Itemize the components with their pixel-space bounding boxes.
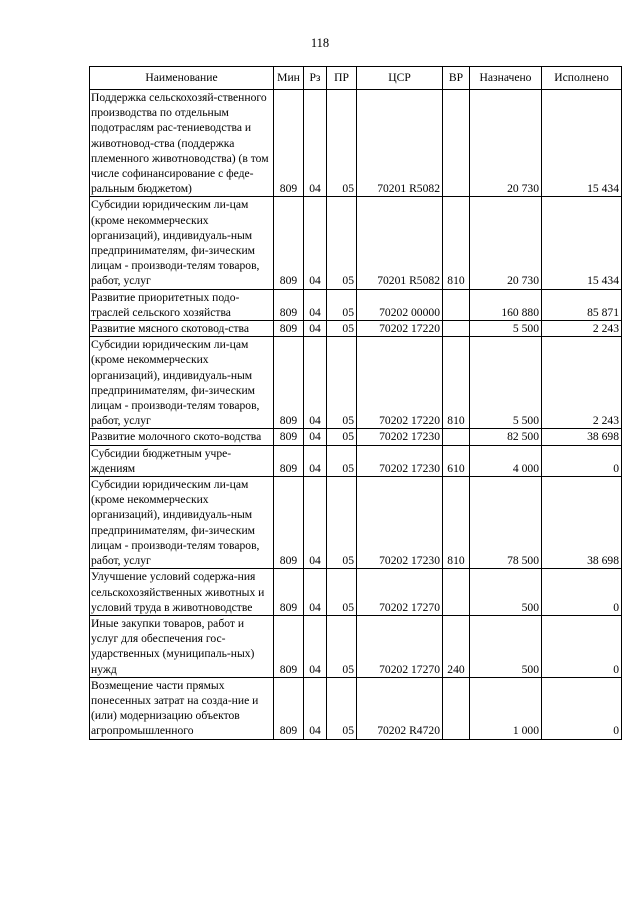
header-vr: ВР: [443, 67, 470, 90]
budget-table: [89, 66, 622, 740]
row-rz: 04: [304, 615, 327, 677]
header-name: Наименование: [90, 67, 274, 90]
row-assigned: 5 500: [470, 321, 542, 337]
row-csr: 70202 17230: [357, 477, 443, 569]
header-pr: ПР: [327, 67, 357, 90]
row-rz: 04: [304, 197, 327, 289]
row-pr: 05: [327, 615, 357, 677]
row-pr: 05: [327, 429, 357, 445]
table-row: [90, 569, 622, 616]
row-pr: 05: [327, 337, 357, 429]
row-name: Развитие молочного ското-водства: [90, 429, 274, 445]
row-name: Улучшение условий содержа-ния сельскохозяйственных животных и условий труда в животноводстве: [90, 569, 274, 616]
row-csr: 70202 17230: [357, 445, 443, 476]
table-row: [90, 477, 622, 569]
row-vr: 810: [443, 197, 470, 289]
row-name: Субсидии бюджетным учре-ждениям: [90, 445, 274, 476]
row-name: Развитие мясного скотовод-ства: [90, 321, 274, 337]
row-min: 809: [274, 569, 304, 616]
row-min: 809: [274, 321, 304, 337]
row-executed: 85 871: [542, 289, 622, 320]
header-row: [90, 67, 622, 90]
row-assigned: 20 730: [470, 90, 542, 197]
row-executed: 2 243: [542, 321, 622, 337]
row-min: 809: [274, 615, 304, 677]
row-name: Поддержка сельскохозяй-ственного производства по отдельным подотраслям рас-тениеводства и животновод-ства (поддержка племенного животноводства) (в том числе софинансирование с феде-ральным бюджетом): [90, 90, 274, 197]
row-min: 809: [274, 337, 304, 429]
row-csr: 70202 17270: [357, 615, 443, 677]
row-vr: 240: [443, 615, 470, 677]
row-min: 809: [274, 429, 304, 445]
row-executed: 38 698: [542, 477, 622, 569]
row-csr: 70201 R5082: [357, 197, 443, 289]
row-assigned: 5 500: [470, 337, 542, 429]
row-executed: 0: [542, 677, 622, 739]
row-vr: [443, 289, 470, 320]
row-vr: [443, 569, 470, 616]
row-csr: 70202 00000: [357, 289, 443, 320]
row-csr: 70201 R5082: [357, 90, 443, 197]
row-assigned: 1 000: [470, 677, 542, 739]
row-assigned: 78 500: [470, 477, 542, 569]
table-row: [90, 615, 622, 677]
table-row: [90, 445, 622, 476]
row-vr: [443, 677, 470, 739]
row-executed: 2 243: [542, 337, 622, 429]
row-min: 809: [274, 677, 304, 739]
table-row: [90, 289, 622, 320]
row-min: 809: [274, 289, 304, 320]
row-csr: 70202 R4720: [357, 677, 443, 739]
table-row: [90, 677, 622, 739]
row-assigned: 500: [470, 615, 542, 677]
row-pr: 05: [327, 445, 357, 476]
row-name: Субсидии юридическим ли-цам (кроме некоммерческих организаций), индивидуаль-ным предпринимателям, фи-зическим лицам - производи-телям товаров, работ, услуг: [90, 477, 274, 569]
row-pr: 05: [327, 477, 357, 569]
header-csr: ЦСР: [357, 67, 443, 90]
row-rz: 04: [304, 477, 327, 569]
row-assigned: 4 000: [470, 445, 542, 476]
row-name: Развитие приоритетных подо-траслей сельского хозяйства: [90, 289, 274, 320]
row-pr: 05: [327, 321, 357, 337]
page-number: 118: [310, 36, 330, 50]
table-row: [90, 197, 622, 289]
row-csr: 70202 17220: [357, 321, 443, 337]
row-executed: 0: [542, 615, 622, 677]
row-assigned: 20 730: [470, 197, 542, 289]
header-min: Мин: [274, 67, 304, 90]
row-min: 809: [274, 445, 304, 476]
row-csr: 70202 17220: [357, 337, 443, 429]
row-pr: 05: [327, 90, 357, 197]
header-assigned: Назначено: [470, 67, 542, 90]
table-row: [90, 90, 622, 197]
row-rz: 04: [304, 677, 327, 739]
row-executed: 38 698: [542, 429, 622, 445]
row-rz: 04: [304, 445, 327, 476]
row-executed: 0: [542, 445, 622, 476]
table-row: [90, 429, 622, 445]
row-rz: 04: [304, 569, 327, 616]
header-rz: Рз: [304, 67, 327, 90]
row-assigned: 160 880: [470, 289, 542, 320]
row-vr: [443, 90, 470, 197]
row-assigned: 500: [470, 569, 542, 616]
row-vr: [443, 429, 470, 445]
table-row: [90, 321, 622, 337]
row-min: 809: [274, 90, 304, 197]
row-name: Возмещение части прямых понесенных затрат на созда-ние и (или) модернизацию объектов агропромышленного: [90, 677, 274, 739]
row-rz: 04: [304, 321, 327, 337]
row-min: 809: [274, 477, 304, 569]
header-executed: Исполнено: [542, 67, 622, 90]
table-row: [90, 337, 622, 429]
row-pr: 05: [327, 197, 357, 289]
row-name: Субсидии юридическим ли-цам (кроме некоммерческих организаций), индивидуаль-ным предпринимателям, фи-зическим лицам - производи-телям товаров, работ, услуг: [90, 197, 274, 289]
row-name: Иные закупки товаров, работ и услуг для обеспечения гос-ударственных (муниципаль-ных) нужд: [90, 615, 274, 677]
row-min: 809: [274, 197, 304, 289]
row-pr: 05: [327, 569, 357, 616]
row-rz: 04: [304, 429, 327, 445]
row-executed: 15 434: [542, 90, 622, 197]
row-rz: 04: [304, 90, 327, 197]
row-vr: [443, 321, 470, 337]
row-executed: 0: [542, 569, 622, 616]
row-pr: 05: [327, 289, 357, 320]
row-csr: 70202 17270: [357, 569, 443, 616]
row-name: Субсидии юридическим ли-цам (кроме некоммерческих организаций), индивидуаль-ным предпринимателям, фи-зическим лицам - производи-телям товаров, работ, услуг: [90, 337, 274, 429]
row-vr: 810: [443, 337, 470, 429]
row-assigned: 82 500: [470, 429, 542, 445]
row-vr: 610: [443, 445, 470, 476]
row-rz: 04: [304, 337, 327, 429]
row-vr: 810: [443, 477, 470, 569]
row-executed: 15 434: [542, 197, 622, 289]
row-pr: 05: [327, 677, 357, 739]
row-rz: 04: [304, 289, 327, 320]
row-csr: 70202 17230: [357, 429, 443, 445]
